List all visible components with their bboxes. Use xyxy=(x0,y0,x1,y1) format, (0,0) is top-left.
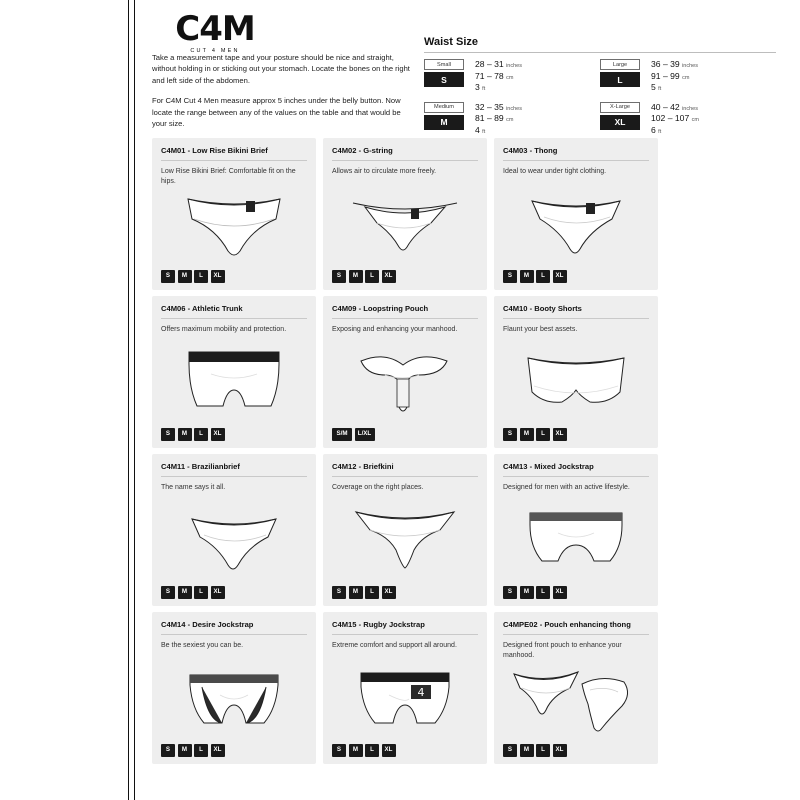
size-badge: S xyxy=(332,586,346,599)
size-badges xyxy=(332,270,396,283)
size-badges xyxy=(503,744,567,757)
size-badge: M xyxy=(178,270,192,283)
unit-cm-medium: cm xyxy=(506,117,514,124)
intro-paragraph-2: For C4M Cut 4 Men measure approx 5 inches under the belly button. Now locate the range between any of the values on the table and that would be your size. xyxy=(152,96,401,128)
size-badge: L xyxy=(536,428,550,441)
product-description: Ideal to wear under tight clothing. xyxy=(503,168,607,176)
size-badge: XL xyxy=(211,270,225,283)
size-badge: M xyxy=(349,586,363,599)
product-divider xyxy=(332,476,478,477)
product-description: Designed front pouch to enhance your manhood. xyxy=(503,642,622,660)
size-cm-xlarge: 102 – 107 xyxy=(651,113,690,124)
size-badge: M xyxy=(178,586,192,599)
size-inches-medium: 32 – 35 xyxy=(475,101,504,112)
logo-wordmark: C4M xyxy=(175,9,255,49)
size-badge: XL xyxy=(382,744,396,757)
waist-size-title: Waist Size xyxy=(424,36,478,48)
size-badges xyxy=(161,744,225,757)
product-title: C4M06 - Athletic Trunk xyxy=(161,304,243,313)
size-badge: S xyxy=(503,586,517,599)
unit-inches-large: inches xyxy=(682,63,698,69)
size-badge: XL xyxy=(553,586,567,599)
size-ft-small: 3 xyxy=(475,82,480,93)
product-title: C4M03 - Thong xyxy=(503,146,558,155)
size-badge: S xyxy=(161,428,175,441)
product-description: Offers maximum mobility and protection. xyxy=(161,326,287,334)
product-description: Allows air to circulate more freely. xyxy=(332,168,437,176)
product-card[interactable] xyxy=(323,138,487,290)
product-description: The name says it all. xyxy=(161,484,226,492)
size-cm-large: 91 – 99 xyxy=(651,70,680,81)
page-header xyxy=(152,0,786,134)
size-badges xyxy=(332,428,375,441)
left-rule-inner xyxy=(134,0,135,800)
size-badges xyxy=(503,270,567,283)
size-badge: M xyxy=(349,744,363,757)
product-divider xyxy=(503,634,649,635)
product-title: C4M12 - Briefkini xyxy=(332,462,394,471)
product-illustration-bikini-brief-icon xyxy=(152,186,316,264)
size-badge: S xyxy=(161,270,175,283)
product-title: C4M10 - Booty Shorts xyxy=(503,304,582,313)
product-illustration-desire-jockstrap-icon xyxy=(152,660,316,738)
product-description: Exposing and enhancing your manhood. xyxy=(332,326,458,334)
size-badge: L xyxy=(536,586,550,599)
size-code-large: L xyxy=(600,72,640,87)
size-ft-medium: 4 xyxy=(475,124,480,135)
product-card[interactable] xyxy=(323,454,487,606)
product-card[interactable] xyxy=(323,296,487,448)
svg-text:4: 4 xyxy=(417,686,425,699)
size-badge: M xyxy=(178,428,192,441)
product-divider xyxy=(332,634,478,635)
product-divider xyxy=(161,160,307,161)
size-badge: S xyxy=(503,744,517,757)
size-badge: L xyxy=(365,270,379,283)
product-card[interactable] xyxy=(494,138,658,290)
size-name-xlarge: X-Large xyxy=(600,102,640,113)
size-cm-small: 71 – 78 xyxy=(475,70,504,81)
size-badges xyxy=(332,586,396,599)
product-card[interactable] xyxy=(494,612,658,764)
brand-logo xyxy=(160,9,270,54)
size-badges xyxy=(503,586,567,599)
size-row-xlarge xyxy=(600,102,776,137)
product-title: C4M14 - Desire Jockstrap xyxy=(161,620,254,629)
product-illustration-booty-shorts-icon xyxy=(494,344,658,422)
product-illustration-mixed-jockstrap-icon xyxy=(494,502,658,580)
product-card[interactable] xyxy=(494,454,658,606)
product-title: C4M15 - Rugby Jockstrap xyxy=(332,620,425,629)
product-grid xyxy=(152,138,786,764)
product-divider xyxy=(161,634,307,635)
product-divider xyxy=(503,160,649,161)
product-card[interactable] xyxy=(323,612,487,764)
product-description: Coverage on the right places. xyxy=(332,484,424,492)
product-title: C4M02 - G-string xyxy=(332,146,393,155)
product-divider xyxy=(332,160,478,161)
unit-ft-large: ft xyxy=(658,86,662,93)
size-badge: XL xyxy=(211,744,225,757)
size-badge: M xyxy=(520,270,534,283)
size-badge: S xyxy=(332,270,346,283)
intro-paragraph-1: Take a measurement tape and your posture should be nice and straight, without holding in or sticking out your stomach. Locate the bones on the right and left side of the abdomen. xyxy=(152,53,410,85)
unit-cm-small: cm xyxy=(506,74,514,81)
product-description: Be the sexiest you can be. xyxy=(161,642,244,650)
product-title: C4M09 - Loopstring Pouch xyxy=(332,304,429,313)
product-divider xyxy=(503,476,649,477)
waist-size-table xyxy=(424,36,776,137)
product-divider xyxy=(332,318,478,319)
size-badge: L/XL xyxy=(355,428,375,441)
left-rule-outer xyxy=(128,0,129,800)
size-badge: L xyxy=(365,586,379,599)
size-badge: L xyxy=(194,744,208,757)
size-badge: XL xyxy=(382,270,396,283)
product-description: Low Rise Bikini Brief: Comfortable fit on the hips. xyxy=(161,168,296,186)
product-illustration-pouch-thong-icon xyxy=(494,660,658,738)
size-code-medium: M xyxy=(424,115,464,130)
size-badge: M xyxy=(520,586,534,599)
product-illustration-briefkini-icon xyxy=(323,502,487,580)
size-badges xyxy=(161,428,225,441)
size-badge: S xyxy=(503,428,517,441)
size-inches-large: 36 – 39 xyxy=(651,59,680,69)
unit-inches-xlarge: inches xyxy=(682,105,698,112)
logo-tagline: CUT 4 MEN xyxy=(190,48,240,54)
size-badge: XL xyxy=(553,270,567,283)
size-badge: XL xyxy=(553,428,567,441)
unit-cm-large: cm xyxy=(682,74,690,81)
size-row-large xyxy=(600,59,776,94)
page-content xyxy=(152,0,786,800)
size-ft-large: 5 xyxy=(651,82,656,93)
size-badge: L xyxy=(194,428,208,441)
waist-title-divider xyxy=(424,52,776,53)
unit-inches-small: inches xyxy=(506,63,522,69)
product-illustration-rugby-jockstrap-icon xyxy=(323,660,487,738)
product-divider xyxy=(161,476,307,477)
product-divider xyxy=(503,318,649,319)
unit-inches-medium: inches xyxy=(506,105,522,112)
product-title: C4MPE02 - Pouch enhancing thong xyxy=(503,620,631,629)
product-card[interactable] xyxy=(152,138,316,290)
size-badge: L xyxy=(194,586,208,599)
unit-ft-xlarge: ft xyxy=(658,128,662,135)
size-name-small: Small xyxy=(424,59,464,70)
product-card[interactable] xyxy=(494,296,658,448)
size-badge: XL xyxy=(211,428,225,441)
size-badge: XL xyxy=(211,586,225,599)
size-badges xyxy=(161,270,225,283)
size-badge: M xyxy=(178,744,192,757)
unit-ft-small: ft xyxy=(482,86,486,93)
waist-column-right xyxy=(600,59,776,137)
size-ft-xlarge: 6 xyxy=(651,124,656,135)
size-badge: M xyxy=(520,428,534,441)
intro-text xyxy=(152,52,410,138)
size-badge: S xyxy=(161,744,175,757)
size-badge: L xyxy=(194,270,208,283)
size-row-medium xyxy=(424,102,600,137)
size-badges xyxy=(332,744,396,757)
product-title: C4M11 - Brazilianbrief xyxy=(161,462,240,471)
product-card[interactable] xyxy=(152,612,316,764)
size-badge: S xyxy=(503,270,517,283)
size-badge: M xyxy=(520,744,534,757)
size-badge: M xyxy=(349,270,363,283)
size-badge: S xyxy=(161,586,175,599)
product-title: C4M01 - Low Rise Bikini Brief xyxy=(161,146,268,155)
size-badge: S/M xyxy=(332,428,352,441)
size-code-xlarge: XL xyxy=(600,115,640,130)
product-divider xyxy=(161,318,307,319)
size-row-small xyxy=(424,59,600,94)
product-illustration-loopstring-icon xyxy=(323,344,487,422)
product-illustration-brazilian-brief-icon xyxy=(152,502,316,580)
size-code-small: S xyxy=(424,72,464,87)
product-card[interactable] xyxy=(152,454,316,606)
product-illustration-g-string-icon xyxy=(323,186,487,264)
size-badge: L xyxy=(365,744,379,757)
size-badge: XL xyxy=(382,586,396,599)
product-title: C4M13 - Mixed Jockstrap xyxy=(503,462,594,471)
size-badge: S xyxy=(332,744,346,757)
size-badge: L xyxy=(536,744,550,757)
size-inches-small: 28 – 31 xyxy=(475,59,504,69)
product-description: Flaunt your best assets. xyxy=(503,326,578,334)
size-badges xyxy=(161,586,225,599)
product-description: Extreme comfort and support all around. xyxy=(332,642,457,650)
product-illustration-trunk-icon xyxy=(152,344,316,422)
product-card[interactable] xyxy=(152,296,316,448)
size-inches-xlarge: 40 – 42 xyxy=(651,101,680,112)
size-cm-medium: 81 – 89 xyxy=(475,113,504,124)
product-description: Designed for men with an active lifestyle. xyxy=(503,484,630,492)
product-illustration-thong-icon xyxy=(494,186,658,264)
unit-ft-medium: ft xyxy=(482,128,486,135)
size-badges xyxy=(503,428,567,441)
size-badge: L xyxy=(536,270,550,283)
unit-cm-xlarge: cm xyxy=(691,117,699,124)
size-badge: XL xyxy=(553,744,567,757)
size-name-medium: Medium xyxy=(424,102,464,113)
waist-column-left xyxy=(424,59,600,137)
size-name-large: Large xyxy=(600,59,640,70)
